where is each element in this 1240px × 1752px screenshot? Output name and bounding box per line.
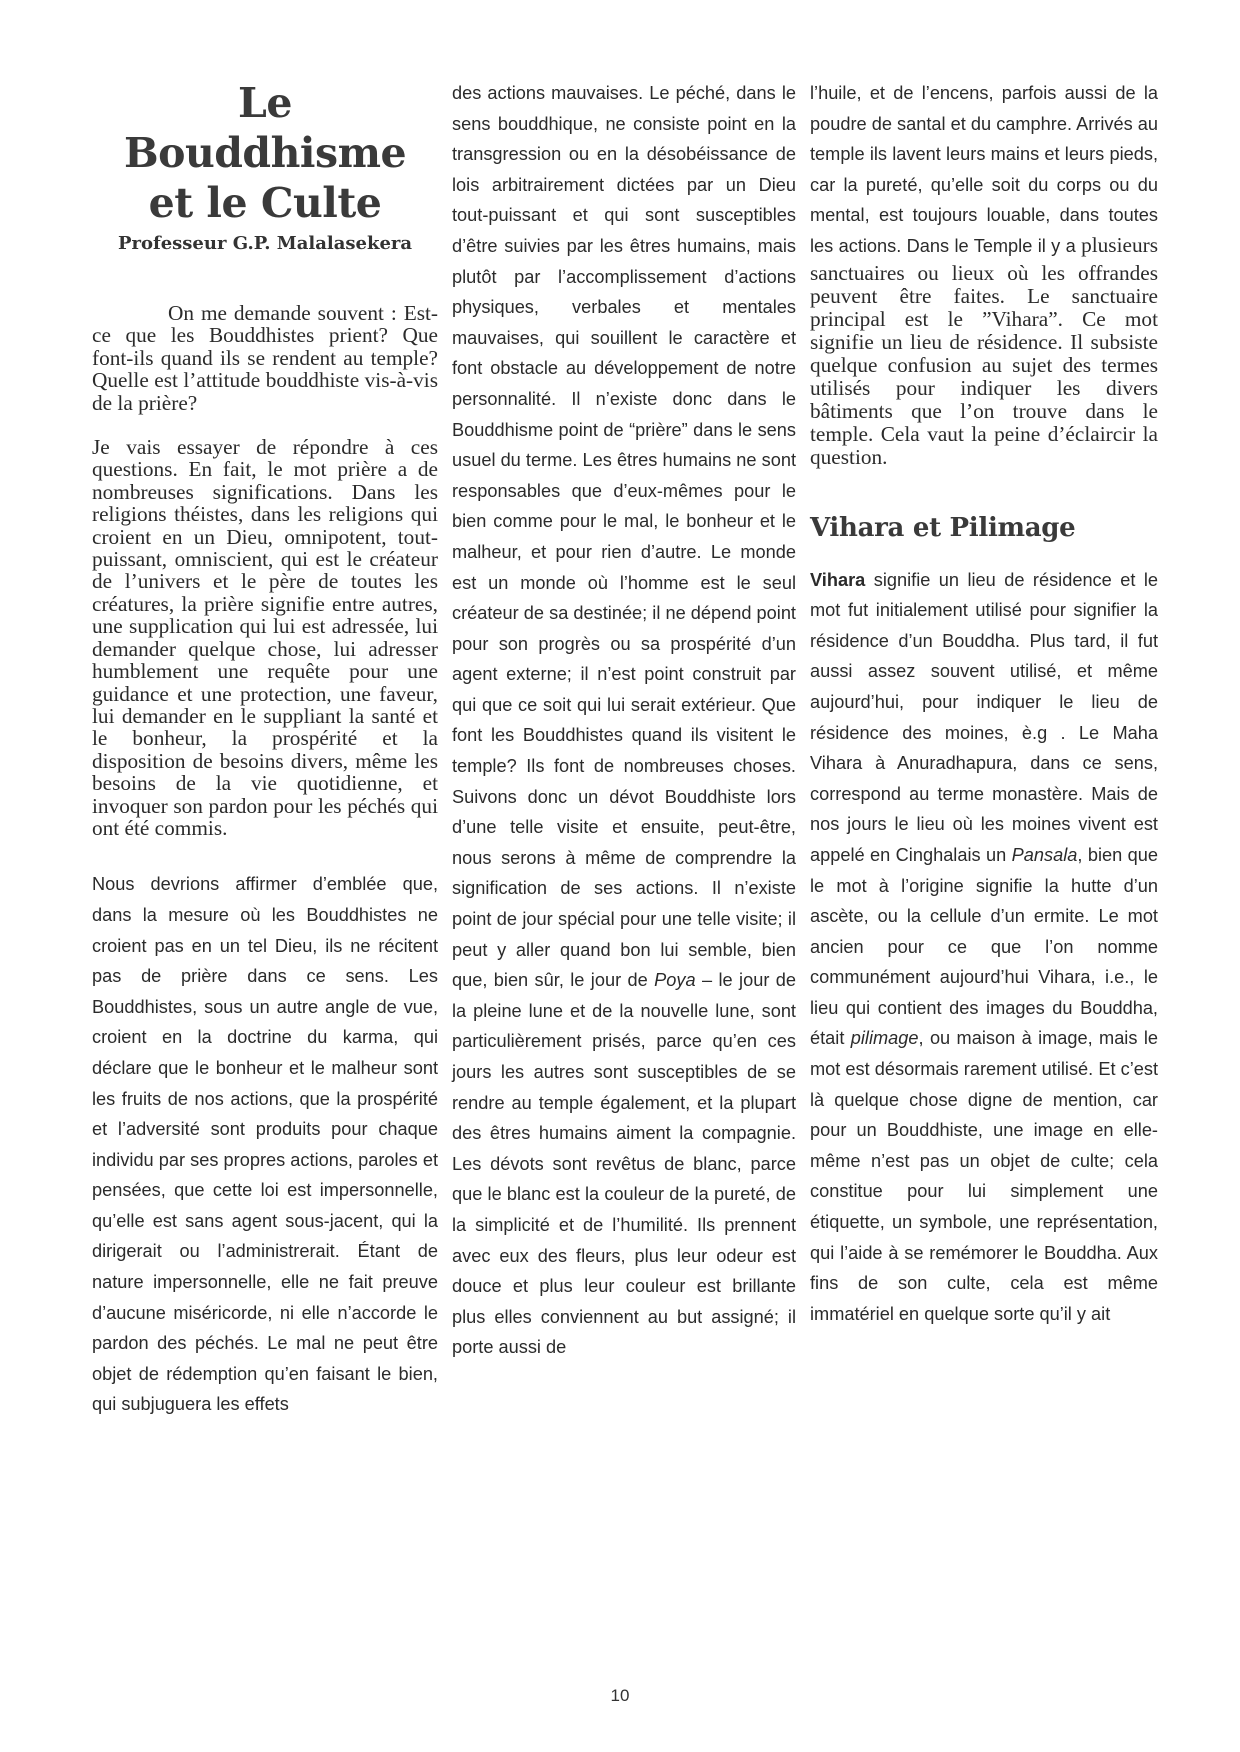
- italic-term: Poya: [654, 970, 696, 991]
- italic-term: Pansala: [1011, 844, 1078, 865]
- paragraph: Je vais essayer de répondre à ces questions. En fait, le mot prière a de nombreuses significations. Dans les religions théistes, dans les religions qui croient en un Dieu, omnipotent, tout-puissant, omniscient, qui est le créateur de l’univers et le père de toutes les créatures, la prière signifie entre autres, une supplication qui lui est adressée, lui demander quelque chose, lui adresser humblement une requête pour une guidance et une protection, une faveur, lui demander en le suppliant la santé et le bonheur, la prospérité et la disposition de besoins divers, même les besoins de la vie quotidienne, et invoquer son pardon pour les péchés qui ont été commis.: [92, 435, 438, 840]
- column-right: [810, 78, 1158, 1329]
- text-run: plusieurs sanctuaires ou lieux où les offrandes peuvent être faites. Le sanctuaire principal est le ”Vihara”. Ce mot signifie un lieu de résidence. Il subsiste quelque confusion au sujet des termes utilisés pour indiquer les divers bâtiments que l’on trouve dans le temple. Cela vaut la peine d’éclaircir la question.: [810, 232, 1158, 469]
- column-left: [92, 78, 438, 1420]
- text-run: , ou maison à image, mais le mot est désormais rarement utilisé. Et c’est là quelque chose digne de mention, car pour un Bouddhiste, une image en elle-même n’est pas un objet de culte; cela constitue pour lui simplement une étiquette, un symbole, une représentation, qui l’aide à se remémorer le Bouddha. Aux fins de son culte, cela est même immatériel en quelque sorte qu’il y ait: [810, 1028, 1158, 1324]
- paragraph: [810, 565, 1158, 1330]
- title-line-2: et le Culte: [148, 179, 382, 227]
- text-run: des actions mauvaises. Le péché, dans le sens bouddhique, ne consiste point en la transgression ou en la désobéissance de lois arbitrairement dictées par un Dieu tout-puissant et qui sont susceptibles d’être suivies par les êtres humains, mais plutôt par l’accomplissement d’actions physiques, verbales et mentales mauvaises, qui souillent le caractère et font obstacle au développement de notre personnalité. Il n’existe donc dans le Bouddhisme point de “prière” dans le sens usuel du terme. Les êtres humains ne sont responsables que d’eux-mêmes pour le bien comme pour le mal, le bonheur et le malheur, et pour rien d’autre. Le monde est un monde où l’homme est le seul créateur de sa destinée; il ne dépend point pour son progrès ou sa prospérité d’un agent externe; il n’est point construit par qui que ce soit qui lui serait extérieur. Que font les Bouddhistes quand ils visitent le temple? Ils font de nombreuses choses. Suivons donc un dévot Bouddhiste lors d’une telle visite et ensuite, peut-être, nous serons à même de comprendre la signification de ses actions. Il n’existe point de jour spécial pour une telle visite; il peut y aller quand bon lui semble, bien que, bien sûr, le jour de: [452, 83, 796, 991]
- paragraph: Nous devrions affirmer d’emblée que, dans la mesure où les Bouddhistes ne croient pas en un tel Dieu, ils ne récitent pas de prière dans ce sens. Les Bouddhistes, sous un autre angle de vue, croient en la doctrine du karma, qui déclare que le bonheur et le malheur sont les fruits de nos actions, que la prospérité et l’adversité sont produits pour chaque individu par ses propres actions, paroles et pensées, que cette loi est impersonnelle, qu’elle est sans agent sous-jacent, qui la dirigerait ou l’administrerait. Étant de nature impersonnelle, elle ne fait preuve d’aucune miséricorde, ni elle n’accorde le pardon des péchés. Le mal ne peut être objet de rédemption qu’en faisant le bien, qui subjuguera les effets: [92, 874, 438, 1415]
- article-author: Professeur G.P. Malalasekera: [117, 233, 413, 254]
- bold-term: Vihara: [810, 569, 866, 590]
- text-run: l’huile, et de l’encens, parfois aussi de la poudre de santal et du camphre. Arrivés au temple ils lavent leurs mains et leurs pieds, car la pureté, qu’elle soit du corps ou du mental, est toujours louable, dans toutes les actions. Dans le Temple il y a: [810, 83, 1158, 256]
- page-number: 10: [610, 1686, 630, 1705]
- section-heading: Vihara et Pilimage: [810, 512, 1076, 543]
- intro-paragraph: On me demande souvent : Est-ce que les Bouddhistes prient? Que font-ils quand ils se rendent au temple? Quelle est l’attitude bouddhiste vis-à-vis de la prière?: [92, 301, 438, 415]
- paragraph: [452, 78, 796, 1363]
- column-middle: [452, 78, 796, 1363]
- text-run: , bien que le mot à l’origine signifie la hutte d’un ascète, ou la cellule d’un ermite. Le mot ancien pour ce que l’on nomme communément aujourd’hui Vihara, i.e., le lieu qui contient des images du Bouddha, était: [810, 844, 1158, 1049]
- text-run: – le jour de la pleine lune et de la nouvelle lune, sont particulièrement prisés, parce qu’en ces jours les autres sont susceptibles de se rendre au temple également, et la plupart des êtres humains aiment la compagnie. Les dévots sont revêtus de blanc, parce que le blanc est la couleur de la pureté, de la simplicité et de l’humilité. Ils prennent avec eux des fleurs, plus leur odeur est douce et plus leur couleur est brillante plus elles conviennent au but assigné; il porte aussi de: [452, 970, 796, 1358]
- text-run: signifie un lieu de résidence et le mot fut initialement utilisé pour signifier la résidence d’un Bouddha. Plus tard, il fut aussi assez souvent utilisé, et même aujourd’hui, pour indiquer le lieu de résidence des moines, è.g . Le Maha Vihara à Anuradhapura, dans ce sens, correspond au terme monastère. Mais de nos jours le lieu où les moines vivent est appelé en Cinghalais un: [810, 569, 1158, 865]
- article-title: [92, 78, 438, 228]
- italic-term: pilimage: [850, 1028, 919, 1049]
- paragraph: [810, 78, 1158, 469]
- title-line-1: Le Bouddhisme: [123, 79, 407, 177]
